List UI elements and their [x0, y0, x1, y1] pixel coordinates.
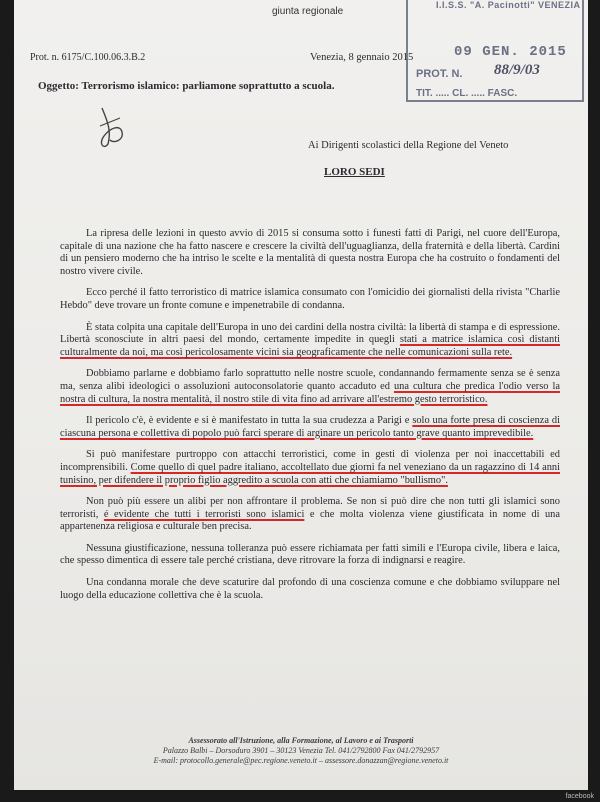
paragraph: Una condanna morale che deve scaturire dal profondo di una coscienza comune e che dobbiamo sviluppare nel luogo della educazione collettiva che è la scuola.	[60, 577, 560, 601]
signature-mark	[92, 104, 132, 152]
footer-email: E-mail: protocollo.generale@pec.regione.veneto.it – assessore.donazzan@regione.veneto.it	[153, 756, 449, 765]
footer-dept: Assessorato all'Istruzione, alla Formazione, al Lavoro e ai Trasporti	[188, 736, 414, 745]
letter-footer	[14, 736, 588, 766]
stamp-date: 09 GEN. 2015	[454, 44, 567, 60]
letter-body	[60, 228, 560, 611]
subject-line	[38, 80, 334, 92]
paragraph: Ecco perché il fatto terroristico di matrice islamica consumato con l'omicidio dei giornalisti della rivista "Charlie Hebdo" deve trovare un fronte comune e impenetrabile di condanna.	[60, 287, 560, 311]
paragraph	[60, 496, 560, 534]
stamp-prot-number: 88/9/03	[494, 62, 540, 78]
recipient-sedi: LORO SEDI	[324, 166, 385, 178]
highlighted-text: una cultura che predica l'odio verso la nostra di cultura, la nostra mentalità, il nostro stile di vita fino ad arrivare all'estremo gesto terroristico.	[60, 380, 560, 405]
watermark: facebook	[565, 793, 594, 800]
highlighted-text: Come quello di quel padre italiano, accoltellato due giorni fa nel veneziano da un ragazzino di 14 anni tunisino, per difendere il proprio figlio aggredito a scuola con atti che chiamiamo "bullismo".	[60, 461, 560, 486]
text-run: Non può più essere un alibi per non affrontare il problema. Se non si può dire che non tutti gli islamici sono terroristi,	[60, 496, 560, 520]
stamp-school: I.I.S.S. "A. Pacinotti" VENEZIA	[436, 0, 581, 10]
text-run: e che molta violenza viene giustificata in nome di una appartenenza religiosa e culturale ben precisa.	[60, 508, 560, 533]
paragraph	[60, 449, 560, 487]
protocol-stamp	[406, 0, 584, 102]
stamp-prot-label: PROT. N.	[416, 68, 463, 80]
protocol-number: Prot. n. 6175/C.100.06.3.B.2	[30, 52, 146, 63]
letter-date: Venezia, 8 gennaio 2015	[310, 52, 414, 63]
text-run: Si può manifestare purtroppo con attacchi terroristici, come in gesti di violenza per noi inaccettabili ed incomprensibili.	[60, 449, 560, 473]
paragraph	[60, 415, 560, 440]
subject-label: Oggetto:	[38, 80, 79, 92]
highlighted-text: é evidente che tutti i terroristi sono islamici	[103, 508, 305, 520]
text-run: Dobbiamo parlarne e dobbiamo farlo soprattutto nelle nostre scuole, condannando fermamente senza se è senza ma, senza alibi ideologici o assoluzioni autoconsolatorie quanto accaduto ed	[60, 368, 560, 392]
paragraph	[60, 322, 560, 360]
paragraph: Nessuna giustificazione, nessuna tolleranza può essere richiamata per fatti simili e l'Europa civile, libera e laica, che spesso dimentica di essere tale perché cristiana, deve ritrovare la forza di indignarsi e reagire.	[60, 542, 560, 567]
stamp-classification: TIT. ..... CL. ..... FASC.	[416, 88, 518, 99]
highlighted-text: solo una forte presa di coscienza di ciascuna persona e collettiva di popolo può farci sperare di arginare un pericolo tanto grave quanto imprevedibile.	[60, 415, 560, 439]
footer-address: Palazzo Balbi – Dorsoduro 3901 – 30123 Venezia Tel. 041/2792800 Fax 041/2792957	[162, 746, 440, 755]
subject-text: Terrorismo islamico: parliamone soprattutto a scuola.	[81, 80, 335, 92]
text-run: È stata colpita una capitale dell'Europa in uno dei cardini della nostra civiltà: la libertà di stampa e di espressione. Libertà sconosciute in altri paesi del mondo, certamente impedite in quegli	[60, 321, 560, 346]
recipient: Ai Dirigenti scolastici della Regione del Veneto	[308, 140, 509, 151]
paragraph	[60, 368, 560, 406]
highlighted-text: stati a matrice islamica così distanti culturalmente da noi, ma così pericolosamente vicini sia geograficamente che nelle comunicazioni sulla rete.	[60, 334, 560, 358]
text-run: Il pericolo c'è, è evidente e si è manifestato in tutta la sua crudezza a Parigi e	[86, 415, 413, 427]
header-org: giunta regionale	[272, 6, 344, 17]
paragraph: La ripresa delle lezioni in questo avvio di 2015 si consuma sotto i funesti fatti di Parigi, nel cuore dell'Europa, capitale di una nazione che ha fatto nascere e crescere la civiltà dell'uguaglianza, della fraternità e della libertà. Cardini di un pensiero moderno che ha intriso le scelte e la mentalità di questa nostra Europa che ha costruito o fondamenti del nostro vivere civile.	[60, 228, 560, 277]
letter-page	[14, 0, 588, 790]
